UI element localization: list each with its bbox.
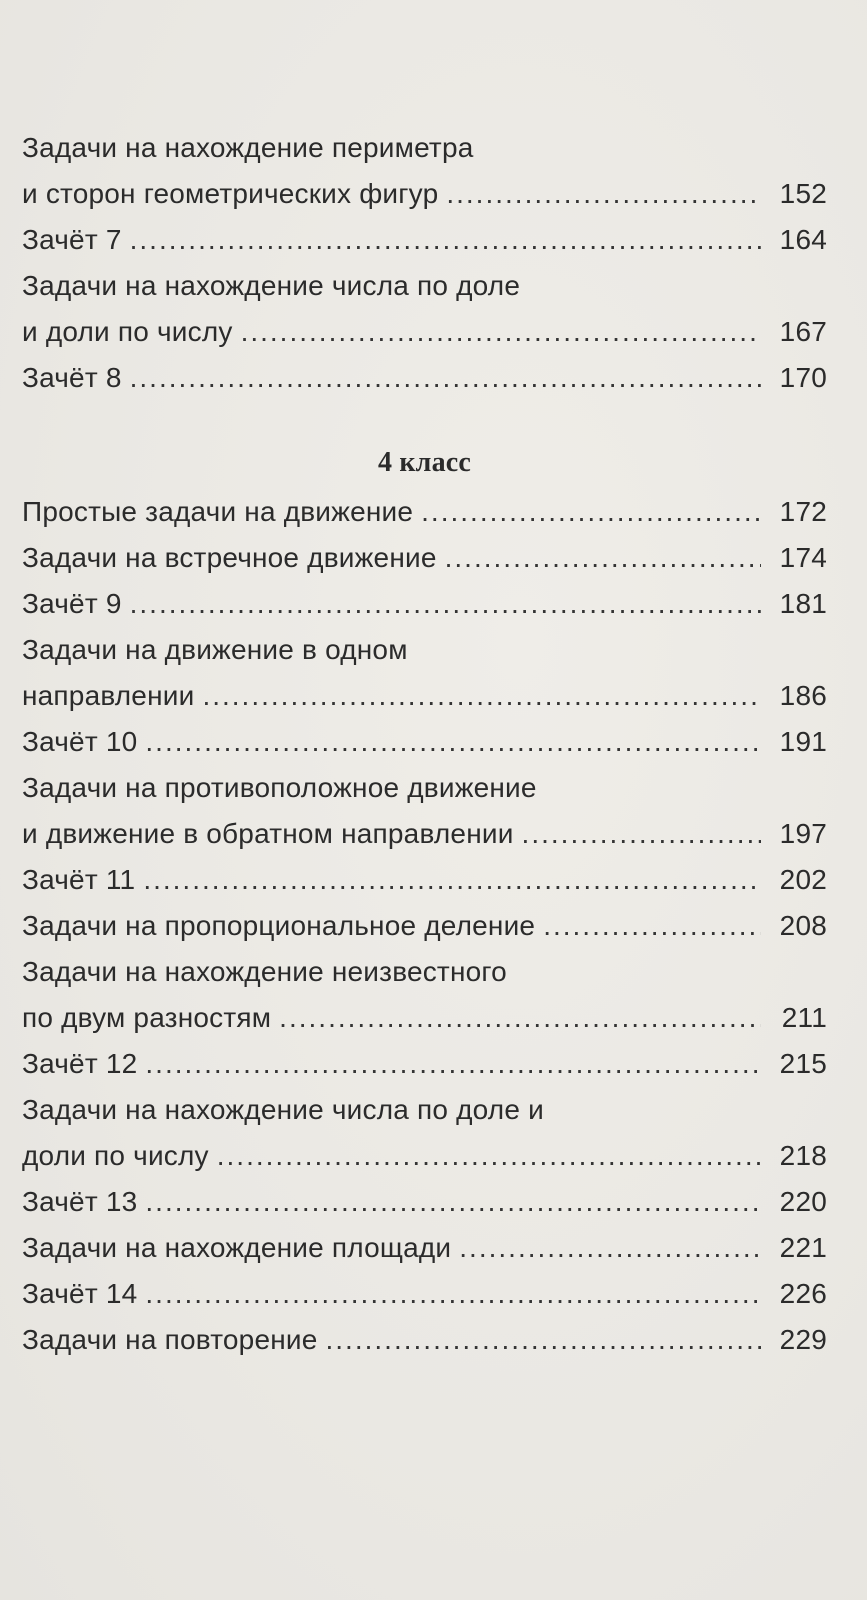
dot-leader — [145, 1271, 761, 1317]
toc-entry-row — [22, 217, 827, 263]
toc-entry[interactable] — [22, 719, 827, 765]
toc-entry-title: Задачи на пропорциональное деление — [22, 910, 536, 941]
dot-leader — [145, 1041, 761, 1087]
toc-page-number: 172 — [779, 496, 827, 527]
toc-entry-row — [22, 857, 827, 903]
toc-page-number: 174 — [779, 542, 827, 573]
toc-entry[interactable] — [22, 355, 827, 401]
toc-entry-title: Зачёт 11 — [22, 864, 136, 895]
dot-leader — [130, 581, 761, 627]
toc-entry-title: Зачёт 7 — [22, 224, 122, 255]
toc-entry[interactable] — [22, 1087, 827, 1179]
toc-entry[interactable] — [22, 857, 827, 903]
toc-entry-row — [22, 719, 827, 765]
dot-leader — [279, 995, 761, 1041]
toc-entry-title: Задачи на встречное движение — [22, 542, 437, 573]
toc-entry-row — [22, 673, 827, 719]
dot-leader — [130, 355, 761, 401]
dot-leader — [145, 719, 761, 765]
toc-page-number: 170 — [779, 362, 827, 393]
dot-leader — [326, 1317, 762, 1363]
toc-page-number: 208 — [779, 910, 827, 941]
toc-entry-row — [22, 995, 827, 1041]
toc-entry-row — [22, 811, 827, 857]
toc-entry-title-line: Задачи на противоположное движение — [22, 772, 537, 803]
toc-entry-title-line: Задачи на движение в одном — [22, 634, 408, 665]
toc-entry-title: и сторон геометрических фигур — [22, 178, 439, 209]
toc-entry-title: Зачёт 8 — [22, 362, 122, 393]
toc-entry[interactable] — [22, 1225, 827, 1271]
dot-leader — [543, 903, 761, 949]
toc-entry-title-line: Задачи на нахождение числа по доле — [22, 270, 521, 301]
toc-entry[interactable] — [22, 217, 827, 263]
toc-entry-row — [22, 171, 827, 217]
toc-entry-title-line: Задачи на нахождение неизвестного — [22, 956, 507, 987]
toc-entry-title: Задачи на повторение — [22, 1324, 318, 1355]
dot-leader — [421, 489, 761, 535]
toc-page-number: 218 — [779, 1140, 827, 1171]
toc-entry-title-line: Задачи на нахождение периметра — [22, 132, 474, 163]
toc-entry[interactable] — [22, 581, 827, 627]
toc-entry-row — [22, 1271, 827, 1317]
toc-entry-row — [22, 355, 827, 401]
toc-entry-row — [22, 489, 827, 535]
dot-leader — [143, 857, 761, 903]
toc-entry-row — [22, 903, 827, 949]
dot-leader — [145, 1179, 761, 1225]
toc-entry-title: Зачёт 12 — [22, 1048, 138, 1079]
toc-entry-row — [22, 1225, 827, 1271]
toc-page-number: 181 — [779, 588, 827, 619]
dot-leader — [217, 1133, 761, 1179]
toc-page-number: 167 — [779, 316, 827, 347]
toc-page-number: 186 — [779, 680, 827, 711]
toc-page-number: 211 — [781, 1002, 827, 1033]
toc-page-number: 226 — [779, 1278, 827, 1309]
toc-page-number: 191 — [779, 726, 827, 757]
toc-entry-title: доли по числу — [22, 1140, 209, 1171]
toc-entry-title: и доли по числу — [22, 316, 233, 347]
toc-entry-row — [22, 1317, 827, 1363]
toc-entry[interactable] — [22, 263, 827, 355]
toc-entry-row — [22, 1133, 827, 1179]
dot-leader — [459, 1225, 761, 1271]
section-heading: 4 класс — [377, 447, 472, 478]
toc-entry[interactable] — [22, 1179, 827, 1225]
toc-entry-title: Зачёт 14 — [22, 1278, 138, 1309]
toc-entry-title: Зачёт 13 — [22, 1186, 138, 1217]
dot-leader — [130, 217, 761, 263]
toc-page-number: 229 — [779, 1324, 827, 1355]
toc-entry[interactable] — [22, 627, 827, 719]
toc-entry[interactable] — [22, 535, 827, 581]
dot-leader — [522, 811, 761, 857]
toc-page-number: 152 — [779, 178, 827, 209]
toc-entry-title: направлении — [22, 680, 195, 711]
toc-page-number: 221 — [779, 1232, 827, 1263]
toc-entry-row — [22, 581, 827, 627]
toc-entry[interactable] — [22, 1041, 827, 1087]
toc-entry[interactable] — [22, 125, 827, 217]
toc-entry-title: Задачи на нахождение площади — [22, 1232, 452, 1263]
toc-entry-title: Зачёт 10 — [22, 726, 138, 757]
toc-page-number: 220 — [779, 1186, 827, 1217]
dot-leader — [202, 673, 761, 719]
toc-entry-row — [22, 1041, 827, 1087]
toc-entry[interactable] — [22, 903, 827, 949]
toc-page-number: 164 — [779, 224, 827, 255]
toc-entry[interactable] — [22, 489, 827, 535]
dot-leader — [241, 309, 761, 355]
dot-leader — [445, 535, 761, 581]
toc-entry[interactable] — [22, 1271, 827, 1317]
toc-entry-title: Простые задачи на движение — [22, 496, 414, 527]
dot-leader — [446, 171, 761, 217]
toc-entry-title: по двум разностям — [22, 1002, 272, 1033]
toc-page-number: 215 — [779, 1048, 827, 1079]
toc-entry-row — [22, 309, 827, 355]
toc-entry[interactable] — [22, 949, 827, 1041]
toc-entry-row — [22, 1179, 827, 1225]
toc-entry-title: и движение в обратном направлении — [22, 818, 514, 849]
toc-entry-title-line: Задачи на нахождение числа по доле и — [22, 1094, 544, 1125]
toc-entry[interactable] — [22, 1317, 827, 1363]
toc-page-number: 202 — [779, 864, 827, 895]
toc-entry-row — [22, 535, 827, 581]
toc-page-number: 197 — [779, 818, 827, 849]
toc-entry-title: Зачёт 9 — [22, 588, 122, 619]
toc-entry[interactable] — [22, 765, 827, 857]
